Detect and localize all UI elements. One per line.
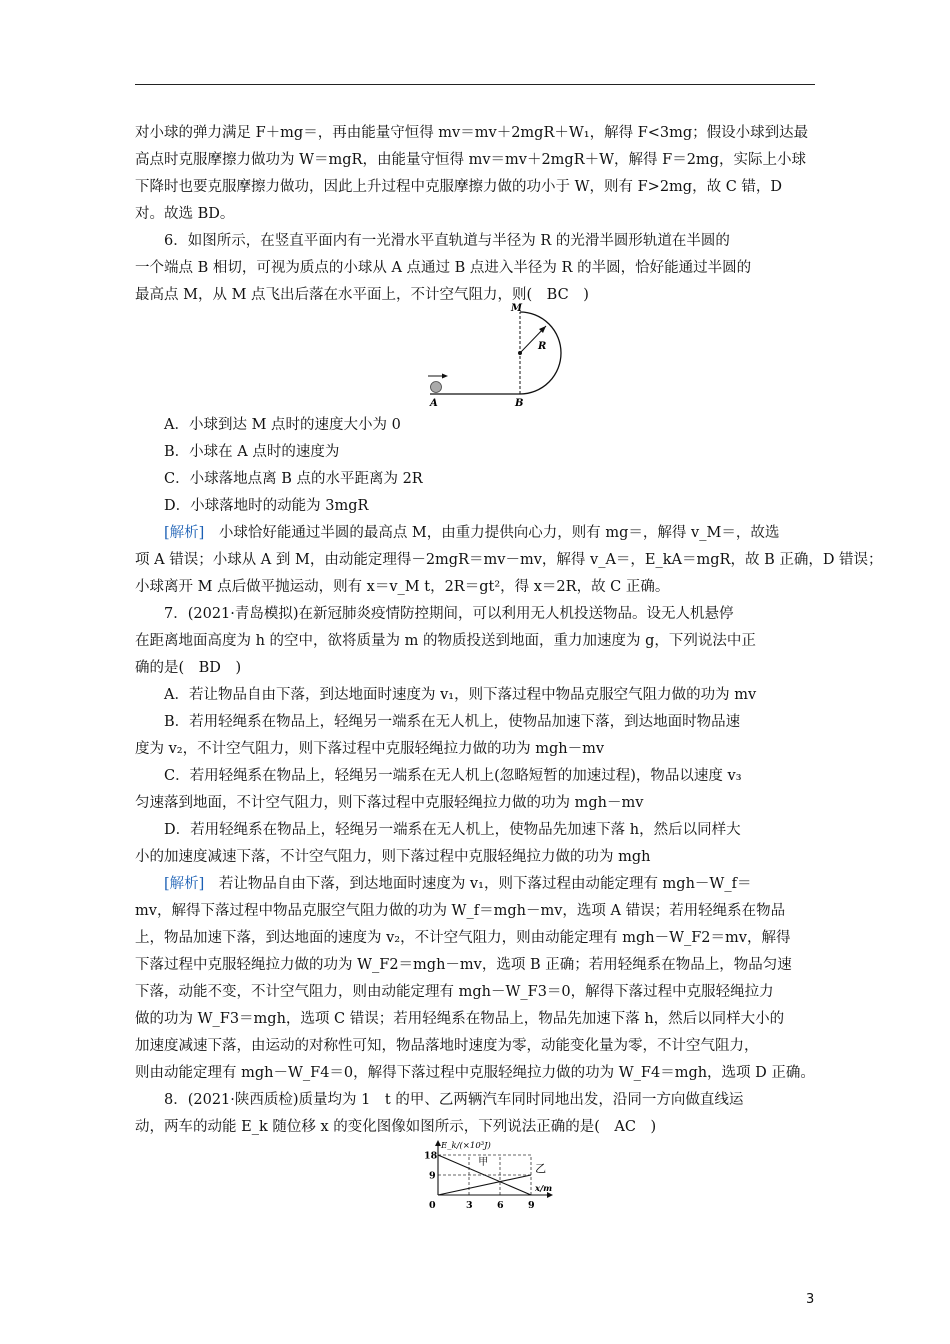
question-7-line: 在距离地面高度为 h 的空中，欲将质量为 m 的物质投送到地面，重力加速度为 g，下列说法中正 — [135, 633, 756, 649]
analysis-7-line: 则由动能定理有 mgh－W_F4＝0，解得下落过程中克服轻绳拉力做的功为 W_F4＝mgh，选项 D 正确。 — [135, 1065, 815, 1081]
question-6-line: 最高点 M，从 M 点飞出后落在水平面上，不计空气阻力，则( BC ) — [135, 287, 589, 303]
text-line: 对。故选 BD。 — [135, 206, 235, 222]
ball — [431, 382, 442, 393]
x-axis-label: x/m — [535, 1184, 553, 1194]
analysis-7-line — [135, 871, 815, 898]
option-a: A．若让物品自由下落，到达地面时速度为 v₁，则下落过程中物品克服空气阻力做的功为 mv — [164, 687, 757, 703]
analysis-tag: [解析] — [164, 525, 205, 541]
question-6-line: 6．如图所示，在竖直平面内有一光滑水平直轨道与半径为 R 的光滑半圆形轨道在半圆的 — [164, 233, 730, 249]
question-8-line: 动，两车的动能 E_k 随位移 x 的变化图像如图所示，下列说法正确的是( AC ) — [135, 1119, 657, 1135]
option-c-cont: 匀速落到地面，不计空气阻力，则下落过程中克服轻绳拉力做的功为 mgh－mv — [135, 795, 644, 811]
text-line: 下降时也要克服摩擦力做功，因此上升过程中克服摩擦力做的功小于 W，则有 F>2mg，故 C 错，D — [135, 179, 783, 195]
track-diagram — [418, 300, 578, 412]
analysis-6-line — [135, 520, 815, 547]
label-r: R — [538, 341, 547, 352]
analysis-6-line: 项 A 错误；小球从 A 到 M，由动能定理得－2mgR＝mv－mv，解得 v_A＝，E_kA＝mgR，故 B 正确，D 错误； — [135, 552, 883, 568]
analysis-tag: [解析] — [164, 876, 205, 892]
question-6-line: 一个端点 B 相切，可视为质点的小球从 A 点通过 B 点进入半径为 R 的半圆，恰好能通过半圆的 — [135, 260, 752, 276]
analysis-7-line: 下落，动能不变，不计空气阻力，则由动能定理有 mgh－W_F3＝0，解得下落过程中克服轻绳拉力 — [135, 984, 774, 1000]
series-label-yi: 乙 — [535, 1162, 547, 1176]
x-tick-label: 6 — [497, 1200, 504, 1211]
analysis-7-line: 上，物品加速下落，到达地面的速度为 v₂，不计空气阻力，则由动能定理有 mgh－W_F2＝mv，解得 — [135, 930, 791, 946]
y-tick-label: 18 — [424, 1150, 438, 1162]
analysis-text: 若让物品自由下落，到达地面时速度为 v₁，则下落过程由动能定理有 mgh－W_f＝ — [218, 876, 752, 892]
option-c: C．小球落地点离 B 点的水平距离为 2R — [164, 471, 423, 487]
analysis-7-line: 做的功为 W_F3＝mgh，选项 C 错误；若用轻绳系在物品上，物品先加速下落 h，然后以同样大小的 — [135, 1011, 785, 1027]
y-axis-label: E_k/(×10³J) — [441, 1141, 491, 1151]
analysis-6-line: 小球离开 M 点后做平抛运动，则有 x＝v_M t，2R＝gt²，得 x＝2R，故 C 正确。 — [135, 579, 670, 595]
option-b-cont: 度为 v₂，不计空气阻力，则下落过程中克服轻绳拉力做的功为 mgh－mv — [135, 741, 605, 757]
label-b: B — [515, 398, 524, 409]
label-a: A — [430, 398, 438, 409]
analysis-text: 小球恰好能通过半圆的最高点 M，由重力提供向心力，则有 mg＝，解得 v_M＝，故选 — [218, 525, 780, 541]
x-tick-label: 0 — [429, 1200, 436, 1211]
x-tick-label: 3 — [466, 1200, 473, 1211]
question-7-line: 确的是( BD ) — [135, 660, 242, 676]
y-tick-label: 9 — [429, 1170, 436, 1182]
option-c: C．若用轻绳系在物品上，轻绳另一端系在无人机上(忽略短暂的加速过程)，物品以速度 v₃ — [164, 768, 742, 784]
ek-chart — [405, 1138, 565, 1216]
question-8-line: 8．(2021·陕西质检)质量均为 1 t 的甲、乙两辆汽车同时同地出发，沿同一方向做直线运 — [164, 1092, 744, 1108]
label-m: M — [511, 303, 523, 314]
option-d-cont: 小的加速度减速下落，不计空气阻力，则下落过程中克服轻绳拉力做的功为 mgh — [135, 849, 651, 865]
option-d: D．若用轻绳系在物品上，轻绳另一端系在无人机上，使物品先加速下落 h，然后以同样大 — [164, 822, 741, 838]
text-line: 高点时克服摩擦力做功为 W＝mgR，由能量守恒得 mv＝mv＋2mgR＋W，解得 F＝2mg，实际上小球 — [135, 152, 806, 168]
series-line-yi — [438, 1175, 531, 1195]
option-a: A．小球到达 M 点时的速度大小为 0 — [164, 417, 401, 433]
page-number: 3 — [806, 1292, 815, 1307]
analysis-7-line: mv，解得下落过程中物品克服空气阻力做的功为 W_f＝mgh－mv，选项 A 错误；若用轻绳系在物品 — [135, 903, 786, 919]
x-tick-label: 9 — [528, 1200, 535, 1211]
option-b: B．小球在 A 点时的速度为 — [164, 444, 340, 460]
analysis-7-line: 下落过程中克服轻绳拉力做的功为 W_F2＝mgh－mv，选项 B 正确；若用轻绳系在物品上，物品匀速 — [135, 957, 792, 973]
option-d: D．小球落地时的动能为 3mgR — [164, 498, 369, 514]
option-b: B．若用轻绳系在物品上，轻绳另一端系在无人机上，使物品加速下落，到达地面时物品速 — [164, 714, 741, 730]
analysis-7-line: 加速度减速下落，由运动的对称性可知，物品落地时速度为零，动能变化量为零，不计空气阻力， — [135, 1038, 759, 1054]
series-label-jia: 甲 — [478, 1157, 489, 1169]
semicircle-track — [520, 312, 561, 394]
header-rule — [135, 84, 815, 85]
text-line: 对小球的弹力满足 F＋mg＝，再由能量守恒得 mv＝mv＋2mgR＋W₁，解得 F<3mg；假设小球到达最 — [135, 125, 809, 141]
question-7-line: 7．(2021·青岛模拟)在新冠肺炎疫情防控期间，可以利用无人机投送物品。设无人机悬停 — [164, 606, 734, 622]
